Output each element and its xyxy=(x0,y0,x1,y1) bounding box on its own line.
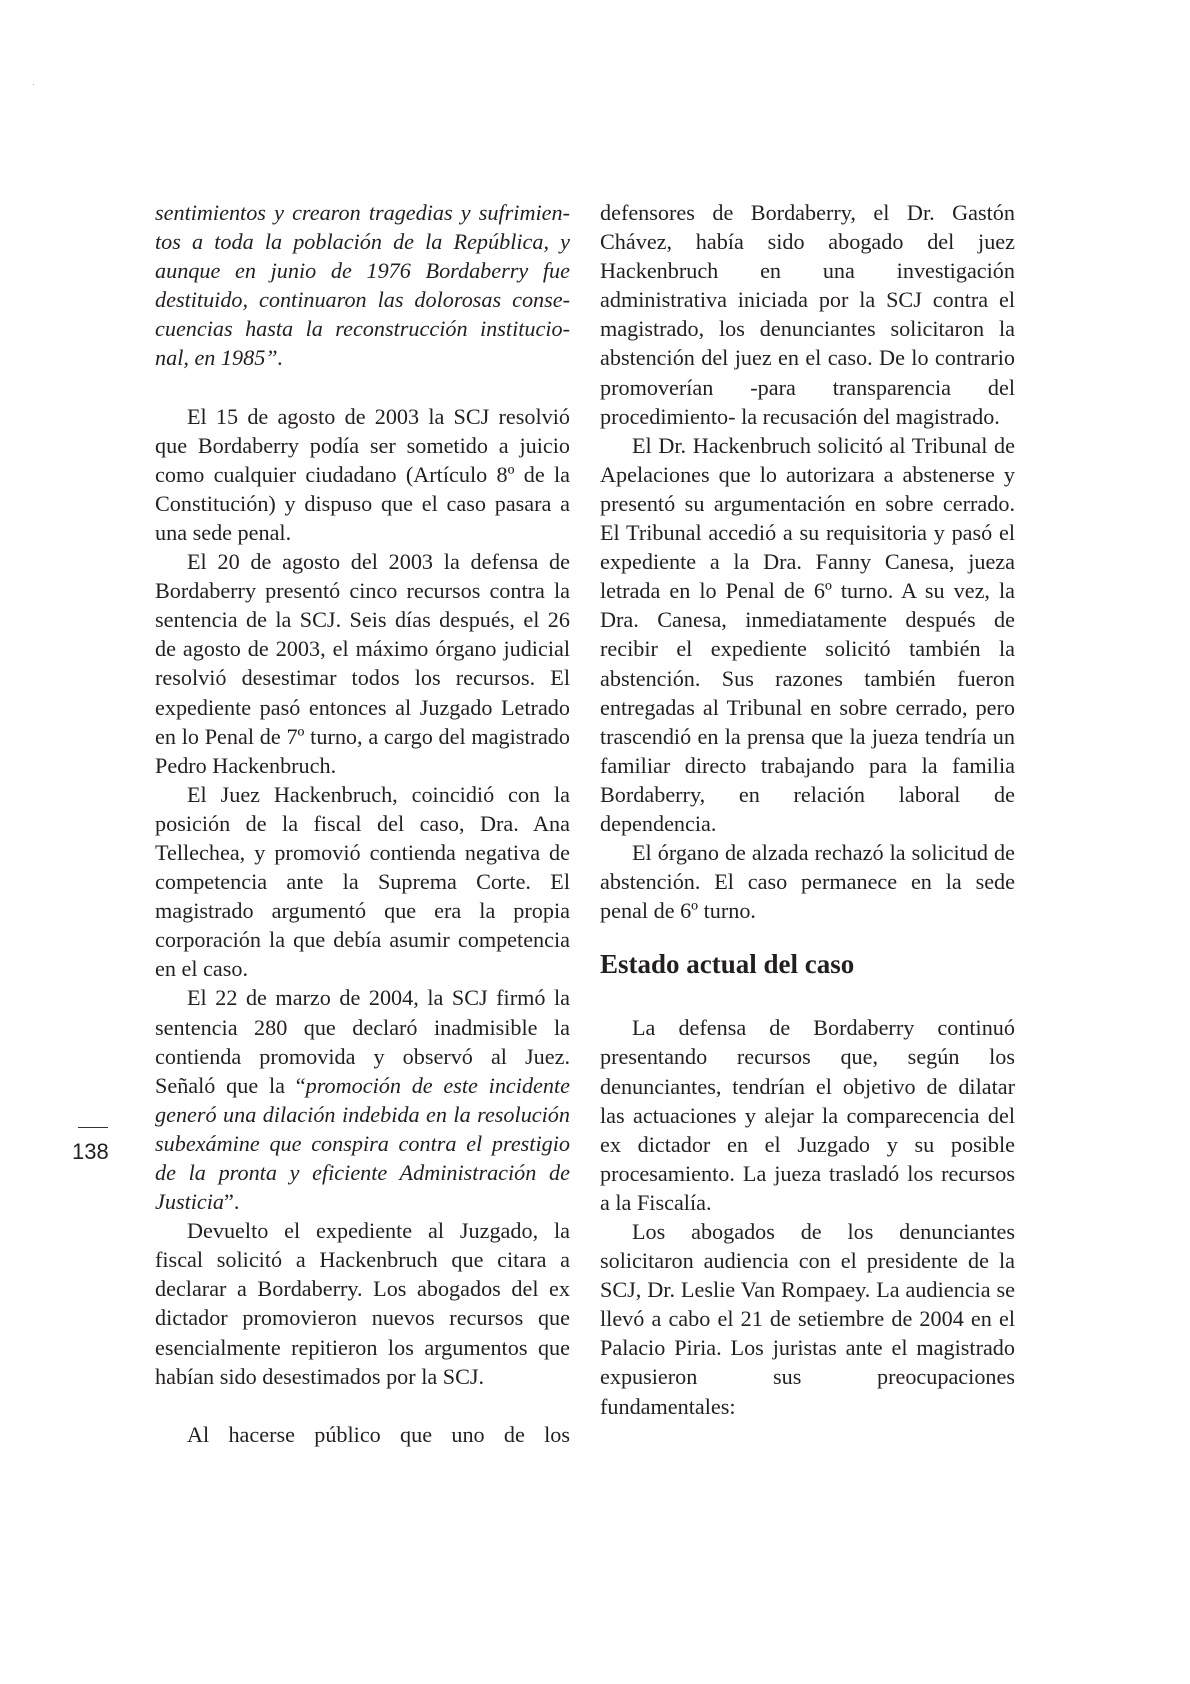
page-number: 138 xyxy=(72,1139,109,1164)
quote-line: aunque en junio de 1976 Bordaberry fue xyxy=(155,258,570,284)
paragraph xyxy=(155,983,570,1216)
section-heading: Estado actual del caso xyxy=(600,949,855,980)
quote-line: cuencias hasta la reconstrucción institucio- xyxy=(155,316,570,342)
right-column xyxy=(600,198,1015,1421)
italic-quote: promoción de este incidente generó una dilación indebida en la resolución subexámine que conspira contra el prestigio de la pronta y eficiente Administración de Justicia xyxy=(155,1072,570,1215)
quote-line: destituido, continuaron las dolorosas conse- xyxy=(155,287,570,313)
paragraph: La defensa de Bordaberry continuó presentando recursos que, según los denunciantes, tendrían el objetivo de dilatar las actuaciones y alejar la comparecencia del ex dictador en el Juzgado y su posible procesamiento. La jueza trasladó los recursos a la Fiscalía. xyxy=(600,1015,1015,1215)
paragraph: El Juez Hackenbruch, coincidió con la posición de la fiscal del caso, Dra. Ana Tellechea, y promovió contienda negativa de competencia ante la Suprema Corte. El magistrado argumentó que era la propia corporación la que debía asumir competencia en el caso. xyxy=(155,781,570,982)
quote-line: sentimientos y crearon tragedias y sufrimien- xyxy=(155,200,570,225)
paragraph: Al hacerse público que uno de los xyxy=(187,1421,570,1447)
paragraph: El 20 de agosto del 2003 la defensa de Bordaberry presentó cinco recursos contra la sentencia de la SCJ. Seis días después, el 26 de agosto de 2003, el máximo órgano judicial resolvió desestimar todos los recursos. El expediente pasó entonces al Juzgado Letrado en lo Penal de 7º turno, a cargo del magistrado Pedro Hackenbruch. xyxy=(155,549,570,778)
paragraph: defensores de Bordaberry, el Dr. Gastón Chávez, había sido abogado del juez Hackenbruch en una investigación administrativa iniciada por la SCJ contra el magistrado, los denunciantes solicitaron la abstención del juez en el caso. De lo contrario promoverían -para transparencia del procedimiento- la recusación del magistrado. xyxy=(600,200,1015,429)
section-gap xyxy=(600,925,1015,949)
paragraph: El Dr. Hackenbruch solicitó al Tribunal de Apelaciones que lo autorizara a abstenerse y presentó su argumentación en sobre cerrado. El Tribunal accedió a su requisitoria y pasó el expediente a la Dra. Fanny Canesa, jueza letrada en lo Penal de 6º turno. A su vez, la Dra. Canesa, inmediatamente después de recibir el expediente solicitó también la abstención. Sus razones también fueron entregadas al Tribunal en sobre cerrado, pero trascendió en la prensa que la jueza tendría un familiar directo trabajando para la familia Bordaberry, en relación laboral de dependencia. xyxy=(600,432,1015,836)
page-number-rule xyxy=(78,1127,108,1128)
text-run: ”. xyxy=(224,1189,240,1215)
paragraph: Los abogados de los denunciantes solicitaron audiencia con el presidente de la SCJ, Dr. Leslie Van Rompaey. La audiencia se llevó a cabo el 21 de setiembre de 2004 en el Palacio Piria. Los juristas ante el magistrado expusieron sus preocupaciones fundamentales: xyxy=(600,1219,1015,1419)
quote-line: tos a toda la población de la República, y xyxy=(155,229,570,255)
quote-paragraph xyxy=(155,198,570,373)
paragraph-gap xyxy=(155,1391,570,1420)
paragraph-gap xyxy=(155,373,570,402)
scan-speck xyxy=(33,84,34,85)
paragraph: El órgano de alzada rechazó la solicitud de abstención. El caso permanece en la sede penal de 6º turno. xyxy=(600,840,1015,924)
paragraph: Devuelto el expediente al Juzgado, la fiscal solicitó a Hackenbruch que citara a declarar a Bordaberry. Los abogados del ex dictador promovieron nuevos recursos que esencialmente repitieron los argumentos que habían sido desestimados por la SCJ. xyxy=(155,1218,570,1389)
section-gap xyxy=(600,979,1015,1013)
paragraph: El 15 de agosto de 2003 la SCJ resolvió que Bordaberry podía ser sometido a juicio como cualquier ciudadano (Artículo 8º de la Constitución) y dispuso que el caso pasara a una sede penal. xyxy=(155,403,570,545)
left-column xyxy=(155,198,570,1449)
text-run: El 22 de marzo de 2004, la SCJ firmó la sentencia 280 que declaró inadmisible la contienda promovida y observó al Juez. Señaló que la “ xyxy=(155,985,570,1098)
quote-line: nal, en 1985”. xyxy=(155,345,284,371)
